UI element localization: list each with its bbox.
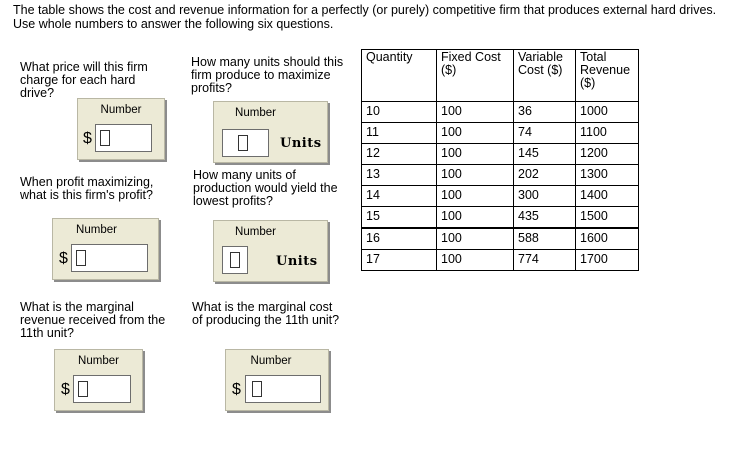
number-label: Number bbox=[78, 355, 119, 367]
table-cell: 588 bbox=[514, 228, 576, 250]
text-cursor-icon bbox=[252, 381, 262, 397]
table-row bbox=[362, 186, 639, 207]
marginal-revenue-input[interactable] bbox=[73, 375, 131, 403]
question-marginal-revenue: What is the marginal revenue received from the 11th unit? bbox=[20, 300, 166, 340]
text-cursor-icon bbox=[230, 252, 240, 268]
table-cell: 74 bbox=[514, 123, 576, 144]
max-profit-units-box bbox=[213, 101, 328, 163]
question-lowest-profit-units: How many units of production would yield the lowest profits? bbox=[193, 168, 338, 208]
table-row bbox=[362, 144, 639, 165]
table-cell: 100 bbox=[437, 186, 514, 207]
header-quantity: Quantity bbox=[362, 50, 437, 102]
table-row bbox=[362, 123, 639, 144]
profit-answer-box bbox=[52, 218, 159, 280]
dollar-sign: $ bbox=[83, 130, 92, 147]
dollar-sign: $ bbox=[59, 250, 68, 267]
number-label: Number bbox=[100, 104, 142, 116]
table-cell: 36 bbox=[514, 102, 576, 123]
table-cell: 1100 bbox=[576, 123, 639, 144]
units-label: Units bbox=[276, 254, 318, 269]
number-label: Number bbox=[235, 226, 276, 238]
dollar-sign: $ bbox=[61, 381, 70, 398]
text-cursor-icon bbox=[100, 130, 110, 146]
table-cell: 435 bbox=[514, 207, 576, 229]
price-answer-box bbox=[77, 98, 165, 160]
table-header-row bbox=[362, 50, 639, 102]
table-cell: 11 bbox=[362, 123, 437, 144]
question-max-profit-units: How many units should this firm produce to maximize profits? bbox=[191, 55, 344, 95]
table-cell: 100 bbox=[437, 102, 514, 123]
table-cell: 100 bbox=[437, 228, 514, 250]
text-cursor-icon bbox=[238, 135, 248, 151]
table-cell: 12 bbox=[362, 144, 437, 165]
table-cell: 1600 bbox=[576, 228, 639, 250]
table-cell: 1300 bbox=[576, 165, 639, 186]
table-cell: 100 bbox=[437, 165, 514, 186]
table-cell: 100 bbox=[437, 144, 514, 165]
question-profit: When profit maximizing, what is this firm's profit? bbox=[20, 175, 154, 202]
table-cell: 1700 bbox=[576, 250, 639, 271]
price-input[interactable] bbox=[95, 124, 152, 152]
marginal-cost-input[interactable] bbox=[245, 375, 321, 403]
table-cell: 1000 bbox=[576, 102, 639, 123]
table-cell: 774 bbox=[514, 250, 576, 271]
table-cell: 1500 bbox=[576, 207, 639, 229]
table-cell: 145 bbox=[514, 144, 576, 165]
table-row bbox=[362, 165, 639, 186]
lowest-profit-units-box bbox=[213, 220, 328, 282]
header-total-revenue: Total Revenue ($) bbox=[576, 50, 639, 102]
table-cell: 15 bbox=[362, 207, 437, 229]
table-cell: 1400 bbox=[576, 186, 639, 207]
table-cell: 16 bbox=[362, 228, 437, 250]
table-row bbox=[362, 228, 639, 250]
table-row bbox=[362, 250, 639, 271]
intro-text: The table shows the cost and revenue information for a perfectly (or purely) competitive firm that produces external hard drives. Use whole numbers to answer the following six questions. bbox=[13, 3, 717, 31]
table-row bbox=[362, 207, 639, 229]
question-marginal-cost: What is the marginal cost of producing the 11th unit? bbox=[192, 300, 340, 327]
table-cell: 10 bbox=[362, 102, 437, 123]
number-label: Number bbox=[235, 107, 276, 119]
table-cell: 13 bbox=[362, 165, 437, 186]
table-cell: 17 bbox=[362, 250, 437, 271]
lowest-profit-units-input[interactable] bbox=[222, 246, 248, 274]
table-cell: 1200 bbox=[576, 144, 639, 165]
table-cell: 100 bbox=[437, 250, 514, 271]
max-profit-units-input[interactable] bbox=[222, 129, 269, 157]
number-label: Number bbox=[76, 224, 117, 236]
table-row bbox=[362, 102, 639, 123]
table-cell: 100 bbox=[437, 207, 514, 229]
number-label: Number bbox=[250, 355, 292, 367]
text-cursor-icon bbox=[76, 250, 86, 266]
profit-input[interactable] bbox=[71, 244, 148, 272]
table-cell: 300 bbox=[514, 186, 576, 207]
header-fixed-cost: Fixed Cost ($) bbox=[437, 50, 514, 102]
marginal-revenue-box bbox=[54, 349, 143, 411]
table-cell: 202 bbox=[514, 165, 576, 186]
text-cursor-icon bbox=[78, 381, 88, 397]
table-cell: 100 bbox=[437, 123, 514, 144]
question-price: What price will this firm charge for each hard drive? bbox=[20, 60, 148, 100]
dollar-sign: $ bbox=[232, 381, 241, 398]
header-variable-cost: Variable Cost ($) bbox=[514, 50, 576, 102]
units-label: Units bbox=[280, 136, 322, 151]
table-cell: 14 bbox=[362, 186, 437, 207]
marginal-cost-box bbox=[225, 349, 329, 411]
cost-revenue-table bbox=[361, 49, 639, 271]
